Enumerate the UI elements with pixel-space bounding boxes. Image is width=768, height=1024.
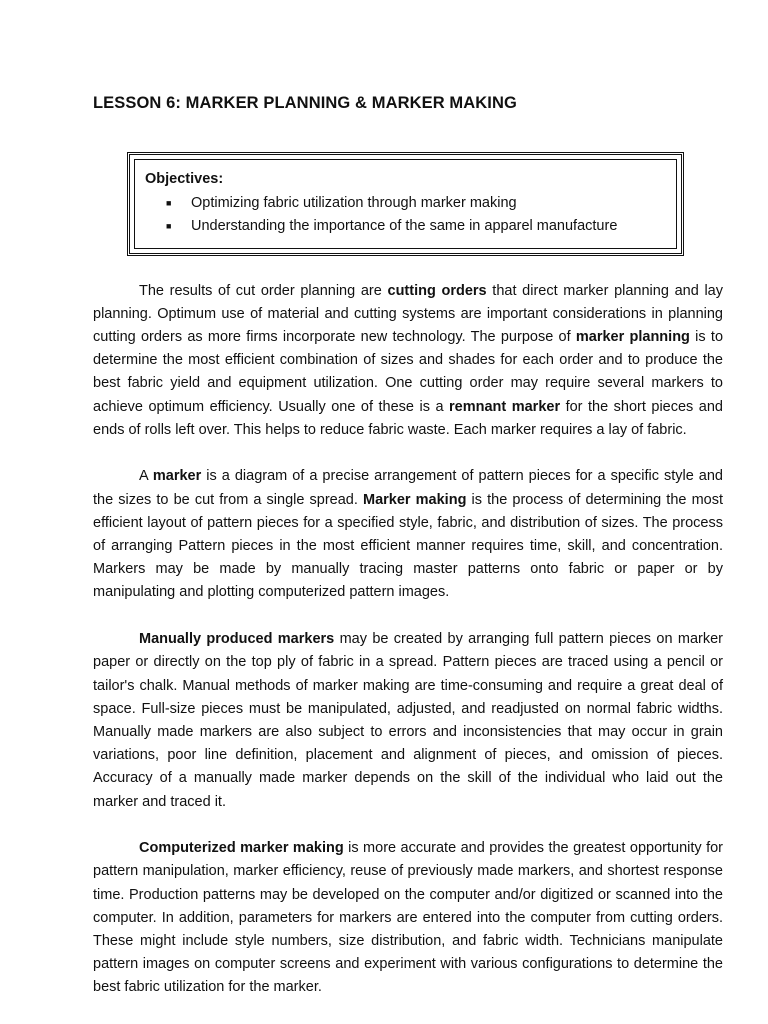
text-run: is the process of determining the most efficient layout of pattern pieces for a specified style, fabric, and distribution of sizes. The process of arranging Pattern pieces in the most efficient manner requires time, skill, and concentration. Markers may be made by manually tracing master patterns onto fabric or paper or by manipulating and plotting computerized pattern images. [93, 491, 723, 601]
term-cutting-orders: cutting orders [387, 282, 487, 299]
objectives-heading: Objectives: [145, 171, 224, 187]
term-remnant-marker: remnant marker [449, 398, 561, 415]
text-run: is a diagram of a precise arrangement of pattern pieces for a specific style and the sizes to be cut from a single spread. [93, 468, 723, 508]
objective-item [145, 192, 666, 216]
text-run: The results of cut order planning are [139, 282, 388, 299]
text-run: A [139, 468, 153, 485]
square-bullet-icon: ■ [166, 197, 172, 208]
square-bullet-icon: ■ [166, 221, 172, 231]
paragraph-computerized-markers [93, 837, 723, 999]
objectives-box [127, 152, 684, 256]
term-manually-produced-markers: Manually produced markers [139, 631, 335, 648]
text-run: is to determine the most efficient combination of sizes and shades for each order and to produce the best fabric yield and equipment utilization. One cutting order may require several markers to achieve optimum efficiency. Usually one of these is a [93, 328, 724, 415]
lesson-title: LESSON 6: MARKER PLANNING & MARKER MAKING [93, 94, 517, 112]
document-page [93, 94, 723, 1000]
text-run: that direct marker planning and lay planning. Optimum use of material and cutting systems are important considerations in planning cutting orders as more firms incorporate new technology. The purpose of [93, 282, 723, 345]
objective-text: Optimizing fabric utilization through marker making [191, 194, 517, 211]
paragraph-marker-definition [93, 465, 723, 604]
term-computerized-marker-making: Computerized marker making [139, 840, 344, 857]
term-marker-planning: marker planning [575, 328, 690, 345]
paragraph-cut-order-planning [93, 280, 723, 442]
text-run: is more accurate and provides the greatest opportunity for pattern manipulation, marker efficiency, reuse of previously made markers, and shortest response time. Production patterns may be developed on the computer and/or digitized or scanned into the computer. In addition, parameters for markers are entered into the computer from cutting orders. These might include style numbers, size distribution, and fabric width. Technicians manipulate pattern images on computer screens and experiment with various configurations to determine the best fabric utilization for the marker. [93, 840, 724, 996]
text-run: may be created by arranging full pattern pieces on marker paper or directly on the top ply of fabric in a spread. Pattern pieces are traced using a pencil or tailor's chalk. Manual methods of marker making are time-consuming and require a great deal of space. Full-size pieces must be manipulated, adjusted, and readjusted on normal fabric widths. Manually made markers are also subject to errors and inconsistencies that may occur in grain variations, poor line definition, placement and alignment of pieces, and omission of pieces. Accuracy of a manually made marker depends on the skill of the individual who laid out the marker and traced it. [93, 631, 723, 810]
objectives-inner [134, 159, 677, 249]
objectives-list [145, 192, 666, 239]
term-marker: marker [152, 468, 202, 485]
term-marker-making: Marker making [363, 491, 467, 508]
objective-text: Understanding the importance of the same in apparel manufacture [191, 218, 618, 234]
objective-item [145, 215, 666, 239]
text-run: for the short pieces and ends of rolls left over. This helps to reduce fabric waste. Each marker requires a lay of fabric. [93, 398, 723, 438]
paragraph-manual-markers [93, 628, 723, 814]
